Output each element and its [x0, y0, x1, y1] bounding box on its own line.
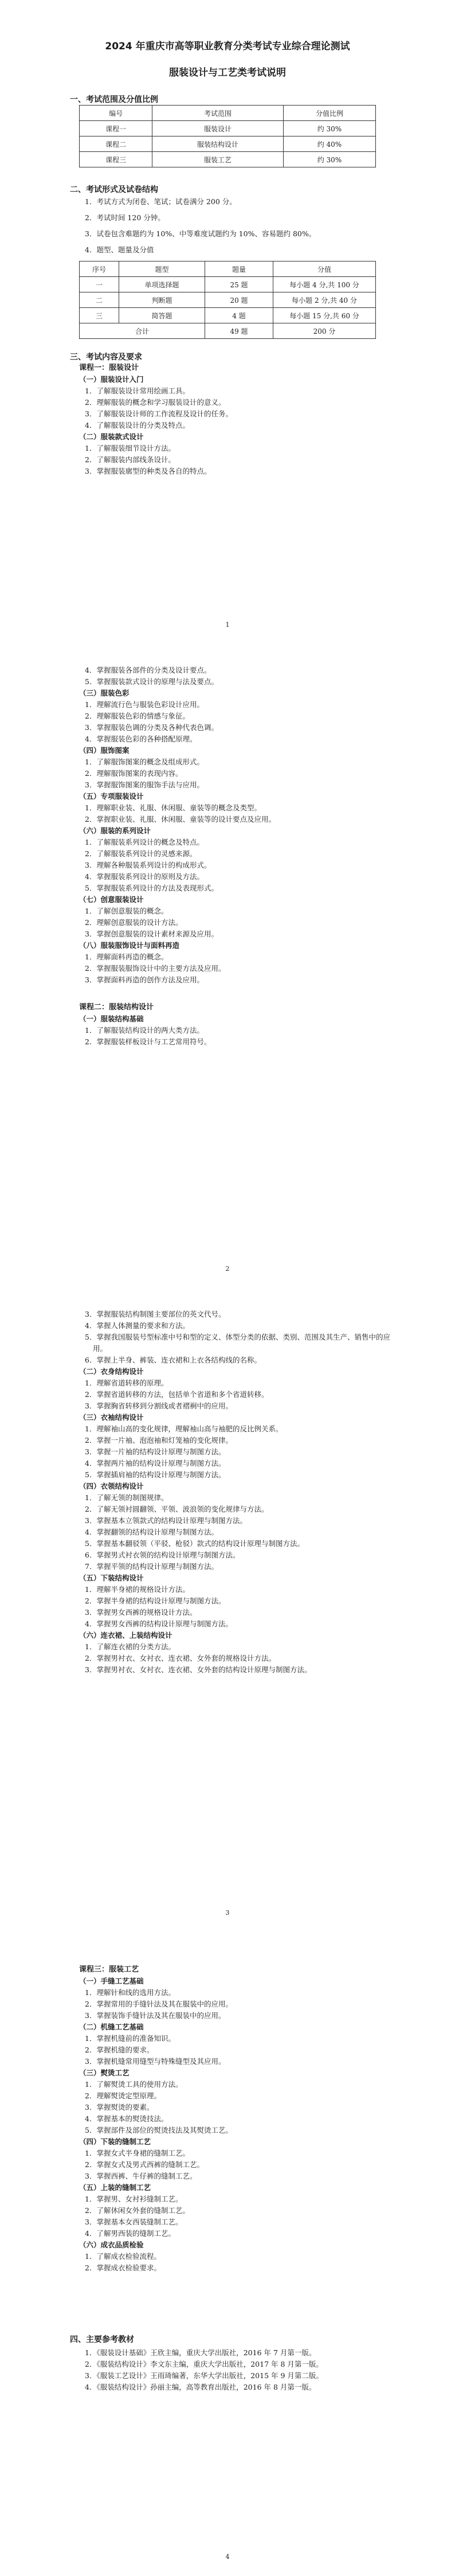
unit-title: （一）服装设计入门: [79, 375, 144, 384]
list-item: 1．掌握女式半身裙的缝制工艺。: [85, 2149, 190, 2157]
table-cell: 判断题: [119, 292, 205, 308]
list-item: 6．掌握男式衬衣领的结构设计原理与制图方法。: [85, 1551, 240, 1559]
page-number: 3: [225, 1909, 230, 1917]
list-item: 2．掌握半身裙的结构设计原理与制图方法。: [85, 1597, 226, 1605]
list-item: 2．了解无领衬圆翻领、平领、波浪领的变化规律与方法。: [85, 1505, 269, 1513]
unit-title: （五）上装的缝制工艺: [79, 2183, 151, 2192]
unit-title: （五）下装结构设计: [79, 1574, 144, 1582]
list-item: 3．掌握服装色调的分类及各种代表色调。: [85, 723, 218, 732]
list-item: 2．理解熨烫定型原理。: [85, 2091, 161, 2100]
list-item: 2．掌握服装服饰设计中的主要方法及应用。: [85, 964, 226, 973]
list-item: 1．理解半身裙的规格设计方法。: [85, 1585, 190, 1594]
table-cell: 约 30%: [283, 121, 375, 136]
list-item: 5．掌握服装款式设计的原理与法及要点。: [85, 677, 218, 686]
list-item: 3．掌握熨烫的要素。: [85, 2103, 154, 2111]
list-item: 2．掌握男衬衣、女衬衣、连衣裙、女外套的规格设计方法。: [85, 1654, 276, 1662]
document-subtitle: 服装设计与工艺类考试说明: [169, 67, 286, 79]
list-item: 4．掌握服装色彩的各种搭配原理。: [85, 735, 197, 743]
unit-title: （三）熨烫工艺: [79, 2068, 130, 2077]
course-3-title: 课程三：服装工艺: [79, 1965, 139, 1974]
list-item: 4．题型、题量及分值: [85, 245, 154, 254]
table-cell: 考试范围: [152, 106, 284, 121]
page-2: [0, 644, 455, 1288]
unit-title: （三）衣袖结构设计: [79, 1413, 144, 1422]
list-item: 6．掌握上半身、裤装、连衣裙和上衣各结构线的名称。: [85, 1356, 261, 1364]
list-item: 5．掌握服装系列设计的方法及表现形式。: [85, 884, 218, 892]
table-row: [80, 152, 376, 167]
table-cell: 简答题: [119, 308, 205, 323]
list-item: 2．理解服装的概念和学习服装设计的意义。: [85, 398, 226, 407]
table-total-row: [80, 323, 376, 339]
list-item: 1．了解服饰图案的概念及组成形式。: [85, 758, 204, 766]
section-4-heading: 四、主要参考教材: [70, 2335, 134, 2344]
list-item: 2．掌握成衣检验要求。: [85, 2263, 161, 2272]
unit-title: （二）衣身结构设计: [79, 1367, 144, 1376]
list-item: 1．了解服装系列设计的概念及特点。: [85, 838, 204, 846]
list-item: 3．掌握服装结构制图主要部位的英文代号。: [85, 1310, 226, 1318]
page-number: 4: [225, 2553, 230, 2561]
table-cell: 分值比例: [283, 106, 375, 121]
table-cell: 题型: [119, 261, 205, 277]
table-cell: 每小题 15 分,共 60 分: [273, 308, 376, 323]
table-cell: 二: [80, 292, 119, 308]
page-1: [0, 0, 455, 644]
list-item: 4．掌握男女西裤的结构设计原理与制图方法。: [85, 1619, 233, 1628]
page-number: 2: [225, 1265, 230, 1273]
list-item: 4．了解服装设计的分类及特点。: [85, 421, 190, 430]
list-item: 5．掌握我国服装号型标准中号和型的定义、体型分类的依据、类别、范围及其生产、销售中的应用。: [85, 1333, 390, 1353]
list-item: 1．了解连衣裙的分类方法。: [85, 1642, 175, 1651]
section-2-heading: 二、考试形式及试卷结构: [70, 185, 158, 194]
table-cell: 约 40%: [283, 136, 375, 152]
list-item: 2．理解服饰图案的表现内容。: [85, 769, 183, 778]
list-item: 4．掌握两片袖的结构设计原理与制图方法。: [85, 1459, 226, 1467]
exam-format-list: [79, 196, 400, 256]
table-cell: 合计: [80, 323, 205, 339]
table-cell: 服装结构设计: [152, 136, 284, 152]
table-cell: 一: [80, 277, 119, 292]
unit-title: （八）服装服饰设计与面料再造: [79, 941, 180, 950]
table-cell: 编号: [80, 106, 152, 121]
table-header-row: [80, 261, 376, 277]
table-cell: 分值: [273, 261, 376, 277]
list-item: 1．理解流行色与服装色彩设计应用。: [85, 700, 204, 709]
list-item: 1．理解面料再造的概念。: [85, 953, 168, 961]
course-1-part-2: [79, 665, 400, 1048]
table-cell: 题量: [205, 261, 273, 277]
list-item: 2．掌握女式及男式西裤的缝制工艺。: [85, 2160, 204, 2169]
unit-title: （五）专项服装设计: [79, 792, 144, 801]
list-item: 2．了解服装内部线条设计。: [85, 455, 175, 464]
table-cell: 服装设计: [152, 121, 284, 136]
table-cell: 每小题 2 分,共 40 分: [273, 292, 376, 308]
course-2-title: 课程二：服装结构设计: [79, 1003, 154, 1012]
list-item: 2．掌握机缝的要求。: [85, 2046, 154, 2054]
list-item: 3．掌握西裤、牛仔裤的缝制工艺。: [85, 2172, 197, 2180]
table-row: [80, 308, 376, 323]
list-item: 3．掌握男衬衣、女衬衣、连衣裙、女外套的结构设计原理与制图方法。: [85, 1665, 312, 1674]
table-row: [80, 292, 376, 308]
table-row: [80, 121, 376, 136]
list-item: 3．理解各种服装系列设计的构成形式。: [85, 861, 211, 869]
unit-title: （六）连衣裙、上装结构设计: [79, 1631, 172, 1640]
unit-title: （四）服饰图案: [79, 746, 130, 755]
list-item: 2．了解服装系列设计的灵感来源。: [85, 849, 197, 858]
list-item: 1．了解服装结构设计的两大类方法。: [85, 1026, 204, 1035]
list-item: 5．掌握基本翻驳领（平驳、枪驳）款式的结构设计原理与制图方法。: [85, 1539, 304, 1548]
unit-title: （六）成衣品质检验: [79, 2241, 144, 2249]
list-item: 3．掌握装饰手缝针法及其在服装中的应用。: [85, 2011, 226, 2020]
list-item: 5．掌握插肩袖的结构设计原理与制图方法。: [85, 1470, 226, 1479]
list-item: 3．掌握男女西裤的规格设计方法。: [85, 1608, 197, 1617]
list-item: 1．了解成衣检验流程。: [85, 2252, 161, 2261]
table-cell: 单项选择题: [119, 277, 205, 292]
unit-title: （一）手缝工艺基础: [79, 1977, 144, 1985]
list-item: 1．理解省道转移的原理。: [85, 1379, 168, 1387]
unit-title: （六）服装的系列设计: [79, 826, 151, 835]
list-item: 2．考试时间 120 分钟。: [85, 213, 165, 222]
list-item: 5．掌握部件及部位的熨烫技法及其熨烫工艺。: [85, 2126, 233, 2134]
list-item: 2．掌握常用的手缝针法及其在服装中的应用。: [85, 2000, 233, 2008]
question-type-table: [79, 261, 376, 339]
table-cell: 49 题: [205, 323, 273, 339]
unit-title: （二）机缝工艺基础: [79, 2023, 144, 2031]
list-item: 4．《服装结构设计》孙丽主编，高等教育出版社，2016 年 8 月第一版。: [85, 2383, 316, 2391]
list-item: 4．掌握翻领的结构设计原理与制图方法。: [85, 1528, 218, 1536]
list-item: 2．理解创意服装的设计方法。: [85, 918, 183, 927]
document-title: 2024 年重庆市高等职业教育分类考试专业综合理论测试: [105, 41, 350, 52]
list-item: 3．掌握基本女西装缝制工艺。: [85, 2218, 183, 2226]
list-item: 1．掌握男、女衬衫缝制工艺。: [85, 2195, 183, 2203]
list-item: 1．了解熨烫工具的使用方法。: [85, 2080, 183, 2089]
course-2-part-2: [79, 1309, 400, 1676]
list-item: 3．掌握创意服装的设计素材来源及应用。: [85, 930, 218, 938]
list-item: 1．理解职业装、礼服、休闲服、童装等的概念及类型。: [85, 803, 261, 812]
table-cell: 约 30%: [283, 152, 375, 167]
list-item: 3．掌握服饰图案的服饰手法与应用。: [85, 780, 204, 789]
list-item: 2．掌握省道转移的方法，包括单个省道和多个省道转移。: [85, 1390, 269, 1399]
page-3: [0, 1288, 455, 1932]
list-item: 3．掌握面料再造的创作方法及应用。: [85, 975, 204, 984]
list-item: 2．了解休闲女外套的缝制工艺。: [85, 2206, 190, 2215]
list-item: 4．掌握人体测量的要求和方法。: [85, 1321, 190, 1330]
course-1-title: 课程一：服装设计: [79, 364, 139, 372]
list-item: 4．掌握服装各部件的分类及设计要点。: [85, 666, 211, 674]
table-cell: 三: [80, 308, 119, 323]
list-item: 4．掌握服装系列设计的原则及方法。: [85, 872, 204, 881]
score-ratio-table: [79, 105, 376, 167]
table-cell: 4 题: [205, 308, 273, 323]
list-item: 4．掌握基本的熨烫技法。: [85, 2114, 168, 2123]
list-item: 3．试卷包含难题约为 10%、中等难度试题约为 10%、容易题约 80%。: [85, 229, 316, 238]
unit-title: （四）衣领结构设计: [79, 1482, 144, 1490]
list-item: 2．掌握一片袖、泡泡袖和灯笼袖的变化规律。: [85, 1436, 233, 1445]
list-item: 2．理解服装色彩的情感与象征。: [85, 712, 190, 720]
course-3: [79, 1964, 400, 2274]
table-cell: 25 题: [205, 277, 273, 292]
list-item: 7．掌握平领的结构设计原理与制图方法。: [85, 1562, 218, 1571]
list-item: 3．掌握服装廓型的种类及各自的特点。: [85, 467, 211, 475]
list-item: 3．掌握机缝常用缝型与特殊缝型及其应用。: [85, 2057, 226, 2066]
table-cell: 课程三: [80, 152, 152, 167]
list-item: 1．理解袖山高的变化规律，理解袖山高与袖肥的反比例关系。: [85, 1424, 283, 1433]
table-row: [80, 277, 376, 292]
page-4: [0, 1932, 455, 2576]
course-1-part-1: [79, 362, 400, 477]
reference-list: [79, 2347, 400, 2393]
table-cell: 课程二: [80, 136, 152, 152]
unit-title: （七）创意服装设计: [79, 895, 144, 904]
list-item: 1．理解针和线的选用方法。: [85, 1988, 175, 1997]
list-item: 1．《服装设计基础》王欣主编，重庆大学出版社，2016 年 7 月第一版。: [85, 2348, 316, 2357]
list-item: 4．了解男西装的缝制工艺。: [85, 2229, 175, 2238]
unit-title: （二）服装款式设计: [79, 432, 144, 441]
list-item: 1．了解服装设计常用绘画工具。: [85, 387, 190, 395]
list-item: 3．《服装工艺设计》王雨琦编著，东华大学出版社，2015 年 9 月第二版。: [85, 2371, 323, 2380]
list-item: 3．掌握基本立领款式的结构设计原理与制图方法。: [85, 1516, 247, 1525]
list-item: 3．了解服装设计师的工作流程及设计的任务。: [85, 409, 233, 418]
section-1-heading: 一、考试范围及分值比例: [70, 95, 158, 104]
list-item: 2．掌握服装样板设计与工艺常用符号。: [85, 1037, 211, 1046]
table-cell: 200 分: [273, 323, 376, 339]
list-item: 1．了解服装细节设计方法。: [85, 444, 175, 452]
unit-title: （一）服装结构基础: [79, 1014, 144, 1023]
table-cell: 序号: [80, 261, 119, 277]
unit-title: （三）服装色彩: [79, 689, 130, 697]
table-row: [80, 136, 376, 152]
list-item: 2．《服装结构设计》李文东主编，重庆大学出版社，2017 年 8 月第一版。: [85, 2360, 323, 2368]
unit-title: （四）下装的缝制工艺: [79, 2137, 151, 2146]
table-cell: 每小题 4 分,共 100 分: [273, 277, 376, 292]
table-cell: 课程一: [80, 121, 152, 136]
list-item: 2．掌握职业装、礼服、休闲服、童装等的设计要点及应用。: [85, 815, 276, 823]
list-item: 1．了解无领的制图规律。: [85, 1493, 168, 1502]
list-item: 1．掌握机缝前的准备知识。: [85, 2034, 175, 2043]
list-item: 3．掌握胸省转移到分割线或者褶裥中的应用。: [85, 1402, 233, 1410]
list-item: 1．考试方式为闭卷、笔试；试卷满分 200 分。: [85, 197, 237, 206]
table-cell: 服装工艺: [152, 152, 284, 167]
list-item: 3．掌握一片袖的结构设计原理与制图方法。: [85, 1447, 226, 1456]
table-header-row: [80, 106, 376, 121]
table-cell: 20 题: [205, 292, 273, 308]
page-number: 1: [225, 621, 230, 629]
section-3-heading: 三、考试内容及要求: [70, 353, 142, 362]
list-item: 1．了解创意服装的概念。: [85, 907, 168, 915]
